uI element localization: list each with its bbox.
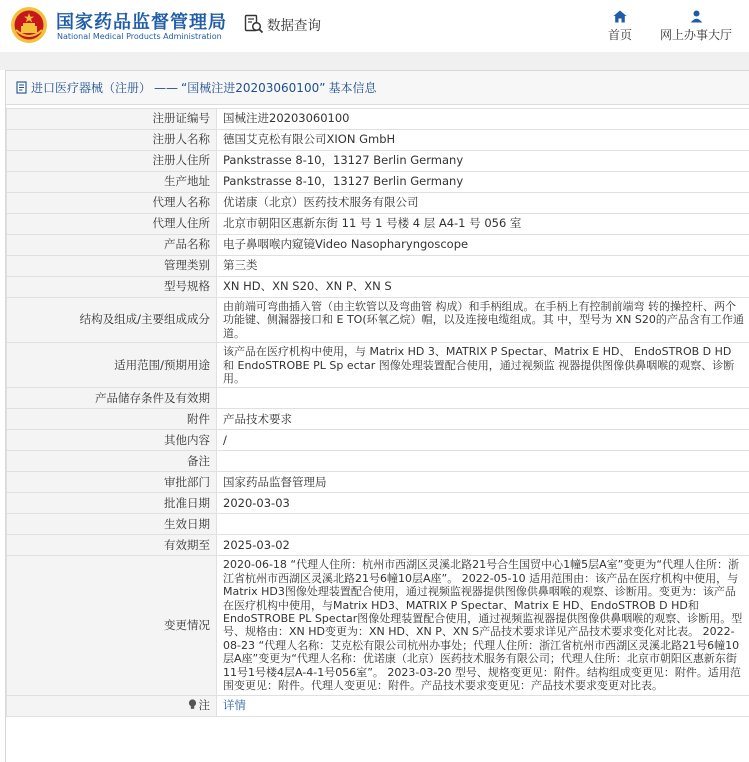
table-row	[7, 298, 749, 343]
row-value: 2020-03-03	[217, 493, 749, 514]
panel-title-suffix: 基本信息	[328, 81, 377, 95]
panel-title	[6, 71, 749, 105]
table-row	[7, 343, 749, 388]
row-value: 第三类	[217, 256, 749, 277]
data-query-link[interactable]	[244, 12, 321, 36]
row-key: 审批部门	[7, 472, 217, 493]
table-row	[7, 256, 749, 277]
row-value: 德国艾克松有限公司XION GmbH	[217, 130, 749, 151]
row-value: /	[217, 430, 749, 451]
row-key: 有效期至	[7, 535, 217, 556]
row-key: 代理人名称	[7, 193, 217, 214]
details-link[interactable]: 详情	[223, 697, 246, 712]
row-value: 2025-03-02	[217, 535, 749, 556]
row-key: 注	[198, 697, 210, 712]
table-row	[7, 109, 749, 130]
row-key: 生产地址	[7, 172, 217, 193]
brand-name-cn[interactable]: 国家药品监督管理局	[56, 12, 227, 33]
row-key: 生效日期	[7, 514, 217, 535]
note-value-cell	[217, 695, 749, 716]
row-value: 国家药品监督管理局	[217, 472, 749, 493]
table-row	[7, 514, 749, 535]
row-value	[217, 451, 749, 472]
home-icon	[613, 10, 627, 23]
table-row	[7, 235, 749, 256]
note-key-cell	[7, 695, 217, 716]
header-divider-band	[0, 52, 749, 70]
row-value: 该产品在医疗机构中使用，与 Matrix HD 3、MATRIX P Spectar、Matrix E HD、 EndoSTROB D HD 和 EndoSTROBE PL Sp ectar 图像处理装置配合使用，通过视频监 视器提供图像供鼻咽喉的观察、诊断用。	[217, 343, 749, 388]
registration-info-table	[6, 108, 749, 717]
row-value: XN HD、XN S20、XN P、XN S	[217, 277, 749, 298]
row-value: Pankstrasse 8-10，13127 Berlin Germany	[217, 151, 749, 172]
row-key: 结构及组成/主要组成成分	[7, 298, 217, 343]
row-value	[217, 514, 749, 535]
national-emblem-icon[interactable]	[10, 6, 48, 44]
nav-online-office-label: 网上办事大厅	[659, 28, 732, 42]
row-value: Pankstrasse 8-10，13127 Berlin Germany	[217, 172, 749, 193]
table-row	[7, 472, 749, 493]
row-value: 优诺康（北京）医药技术服务有限公司	[217, 193, 749, 214]
row-key: 代理人住所	[7, 214, 217, 235]
row-value: 产品技术要求	[217, 409, 749, 430]
row-key: 备注	[7, 451, 217, 472]
detail-panel	[5, 70, 749, 762]
data-search-icon	[244, 14, 264, 34]
table-row	[7, 695, 749, 716]
row-value: 由前端可弯曲插入管（由主软管以及弯曲管 构成）和手柄组成。在手柄上有控制前端弯 转的操控杆、两个功能键、侧漏器接口和 E TO(环氧乙烷）帽，以及连接电缆组成。其 中，型号为 XN S20的产品含有工作通道。	[217, 298, 749, 343]
row-key: 产品名称	[7, 235, 217, 256]
nav-home-label: 首页	[607, 28, 632, 42]
row-key: 注册证编号	[7, 109, 217, 130]
row-value	[217, 388, 749, 409]
brand-name-en[interactable]: National Medical Products Administration	[57, 32, 222, 41]
table-row	[7, 130, 749, 151]
row-key: 适用范围/预期用途	[7, 343, 217, 388]
nav-home[interactable]	[602, 10, 638, 43]
table-row	[7, 451, 749, 472]
row-key: 型号规格	[7, 277, 217, 298]
panel-title-prefix: 进口医疗器械（注册）	[31, 81, 152, 95]
table-row	[7, 409, 749, 430]
document-icon	[16, 81, 28, 94]
row-key: 产品储存条件及有效期	[7, 388, 217, 409]
row-value: 2020-06-18 “代理人住所：杭州市西湖区灵溪北路21号合生国贸中心1幢5层A室”变更为“代理人住所：浙江省杭州市西湖区灵溪北路21号6幢10层A座”。 2022-05-10 适用范围由：该产品在医疗机构中使用，与Matrix HD3图像处理装置配合使用，通过视频监视器提供图像供鼻咽喉的观察、诊断用。变更为：该产品在医疗机构中使用，与Matrix HD3、MATRIX P Spectar、Matrix E HD、EndoSTROB D HD和EndoSTROBE PL Spectar图像处理装置配合使用，通过视频监视器提供图像供鼻咽喉的观察、诊断用。型号、规格由：XN HD变更为：XN HD、XN P、XN S产品技术要求详见产品技术要求变化对比表。 2022-08-23 “代理人名称：艾克松有限公司杭州办事处；代理人住所：浙江省杭州市西湖区灵溪北路21号6幢10层A座”变更为“代理人名称：优诺康（北京）医药技术服务有限公司；代理人住所：北京市朝阳区惠新东街11号1号楼4层A-4-1号056室”。 2023-03-20 型号、规格变更见：附件。结构组成变更见：附件。适用范围变更见：附件。代理人变更见：附件。产品技术要求变更见：产品技术要求变更对比表。	[217, 556, 749, 695]
panel-title-main: “国械注进20203060100”	[181, 81, 326, 95]
table-row	[7, 430, 749, 451]
row-key: 变更情况	[7, 556, 217, 695]
row-key: 管理类别	[7, 256, 217, 277]
user-icon	[690, 10, 703, 23]
row-key: 其他内容	[7, 430, 217, 451]
nav-online-office[interactable]	[656, 10, 736, 43]
lightbulb-icon	[188, 699, 197, 710]
table-row	[7, 277, 749, 298]
row-key: 附件	[7, 409, 217, 430]
table-row	[7, 193, 749, 214]
row-key: 注册人名称	[7, 130, 217, 151]
table-row	[7, 493, 749, 514]
table-row	[7, 556, 749, 695]
row-key: 注册人住所	[7, 151, 217, 172]
row-key: 批准日期	[7, 493, 217, 514]
table-row	[7, 388, 749, 409]
table-row	[7, 214, 749, 235]
row-value: 电子鼻咽喉内窥镜Video Nasopharyngoscope	[217, 235, 749, 256]
site-header	[0, 0, 749, 52]
row-value: 国械注进20203060100	[217, 109, 749, 130]
data-query-label: 数据查询	[267, 18, 321, 34]
panel-title-separator: ——	[154, 80, 179, 95]
table-row	[7, 151, 749, 172]
row-value: 北京市朝阳区惠新东街 11 号 1 号楼 4 层 A4-1 号 056 室	[217, 214, 749, 235]
table-row	[7, 172, 749, 193]
table-row	[7, 535, 749, 556]
